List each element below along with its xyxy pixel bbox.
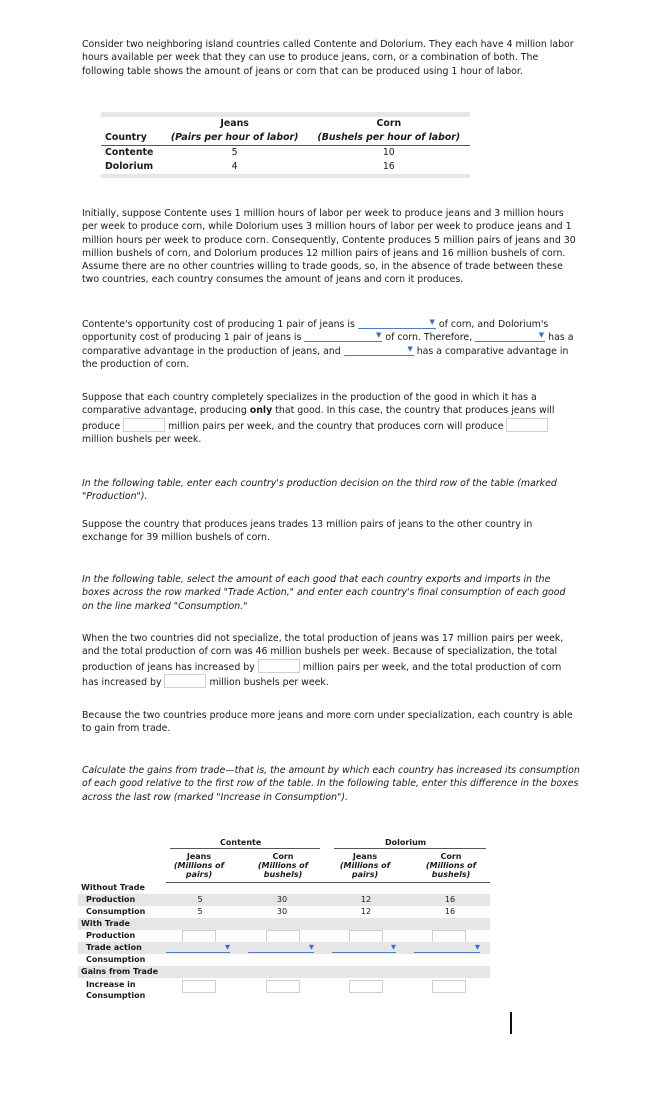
dolorium-opportunity-cost-dropdown[interactable] xyxy=(304,331,382,342)
dolorium-group-header: Dolorium xyxy=(385,838,427,847)
contente-corn-trade-dropdown[interactable] xyxy=(248,943,314,953)
specialization-paragraph: Suppose that each country completely specializes in the production of the good in which it has a comparative advantage, producing only that good. In this case, the country that produces jeans will produce million pairs per week, and the country that produces corn will produce million bushels per week. xyxy=(82,392,555,445)
corn-advantage-country-dropdown[interactable] xyxy=(344,345,414,356)
contente-corn-increase-input[interactable] xyxy=(266,980,300,993)
dolorium-jeans-trade-dropdown[interactable] xyxy=(332,943,396,953)
labor-productivity-table xyxy=(101,112,470,178)
text-cursor xyxy=(510,1012,512,1034)
production-row: Production 5 30 12 16 xyxy=(78,894,490,906)
gains-instruction: Calculate the gains from trade—that is, the amount by which each country has increased its consumption of each good relative to the first row of the table. In the following table, enter this difference in the boxes across the last row (marked "Increase in Consumption"). xyxy=(82,765,580,803)
production-with-trade-row: Production xyxy=(78,930,490,942)
dolorium-corn-trade-dropdown[interactable] xyxy=(414,943,480,953)
dolorium-jeans-header: Jeans (Millions of pairs) xyxy=(339,852,391,879)
consumption-row: Consumption 5 30 12 16 xyxy=(86,907,456,916)
dolorium-corn-increase-input[interactable] xyxy=(432,980,466,993)
trade-action-instruction: In the following table, select the amount of each good that each country exports and imports in the boxes across the row marked "Trade Action," and enter each country's final consumption of each good on the line marked "Consumption." xyxy=(82,574,566,612)
chevron-down-icon: ▼ xyxy=(309,943,314,951)
country-col-header: Country xyxy=(101,131,162,146)
corn-col-subheader: (Bushels per hour of labor) xyxy=(308,131,470,146)
chevron-down-icon: ▼ xyxy=(376,331,382,340)
dolorium-corn-header: Corn (Millions of bushels) xyxy=(425,852,477,879)
table-row: Dolorium 4 16 xyxy=(105,161,395,172)
opportunity-cost-paragraph: Contente's opportunity cost of producing 1 pair of jeans is ▼ of corn, and Dolorium's opportunity cost of producing 1 pair of jeans is ▼ of corn. Therefore, ▼ has a comparative advantage in the production of jeans, and ▼ has a comparative advantage in the production of corn. xyxy=(82,318,574,370)
gain-paragraph: Because the two countries produce more jeans and more corn under specialization, each country is able to gain from trade. xyxy=(82,710,573,735)
gains-from-trade-row: Gains from Trade xyxy=(78,966,490,978)
total-production-paragraph: When the two countries did not specialize, the total production of jeans was 17 million pairs per week, and the total production of corn was 46 million bushels per week. Because of specialization, the total production of jeans has increased by million pairs per week, and the total production of corn has increased by million bushels per week. xyxy=(82,633,564,688)
corn-specialized-production-input[interactable] xyxy=(506,418,548,432)
consumption-with-trade-row: Consumption xyxy=(86,955,146,964)
corn-col-header: Corn xyxy=(376,118,402,129)
contente-jeans-header: Jeans (Millions of pairs) xyxy=(173,852,225,879)
contente-corn-header: Corn (Millions of bushels) xyxy=(257,852,309,879)
initial-paragraph: Initially, suppose Contente uses 1 million hours of labor per week to produce jeans and 3 million hours per week to produce corn, while Dolorium uses 3 million hours of labor per week to produce jeans and 1 million hours per week to produce corn. Consequently, Contente produces 5 million pairs of jeans and 30 million bushels of corn, and Dolorium produces 12 million pairs of jeans and 16 million bushels of corn. Assume there are no other countries willing to trade goods, so, in the absence of trade between these two countries, each country consumes the amount of jeans and corn it produces. xyxy=(82,208,576,286)
jeans-increase-input[interactable] xyxy=(258,659,300,673)
contente-opportunity-cost-dropdown[interactable] xyxy=(358,318,436,329)
jeans-col-subheader: (Pairs per hour of labor) xyxy=(162,131,308,146)
increase-in-consumption-row: Increase in Consumption xyxy=(78,978,490,1004)
chevron-down-icon: ▼ xyxy=(429,318,435,326)
contente-group-header: Contente xyxy=(220,838,262,847)
chevron-down-icon: ▼ xyxy=(538,331,545,340)
intro-paragraph: Consider two neighboring island countries called Contente and Dolorium. They each have 4 million labor hours available per week that they can use to produce jeans, corn, or a combination of both. The following table shows the amount of jeans or corn that can be produced using 1 hour of labor. xyxy=(82,39,574,77)
dolorium-jeans-increase-input[interactable] xyxy=(349,980,383,993)
jeans-col-header: Jeans xyxy=(220,118,249,129)
table-row: Contente 5 10 xyxy=(105,147,395,158)
contente-jeans-trade-dropdown[interactable] xyxy=(166,943,230,953)
jeans-specialized-production-input[interactable] xyxy=(123,418,165,432)
jeans-advantage-country-dropdown[interactable] xyxy=(475,331,545,342)
chevron-down-icon: ▼ xyxy=(391,943,396,951)
without-trade-row: Without Trade xyxy=(81,883,145,892)
chevron-down-icon: ▼ xyxy=(475,943,480,951)
contente-jeans-increase-input[interactable] xyxy=(182,980,216,993)
with-trade-row: With Trade xyxy=(78,918,490,930)
corn-increase-input[interactable] xyxy=(164,674,206,688)
chevron-down-icon: ▼ xyxy=(225,943,230,951)
trade-action-row: Trade action ▼ ▼ ▼ ▼ xyxy=(78,942,490,954)
trade-paragraph: Suppose the country that produces jeans trades 13 million pairs of jeans to the other country in exchange for 39 million bushels of corn. xyxy=(82,519,533,544)
production-instruction: In the following table, enter each country's production decision on the third row of the table (marked "Production"). xyxy=(82,478,557,503)
chevron-down-icon: ▼ xyxy=(407,344,413,353)
